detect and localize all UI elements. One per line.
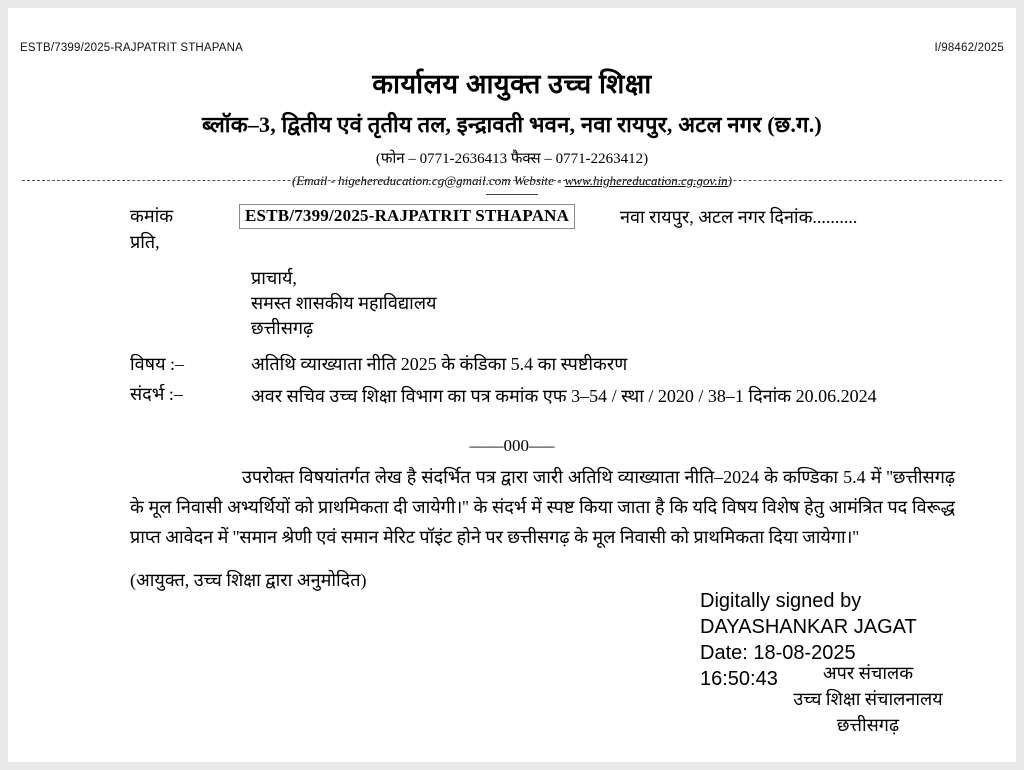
memo-number-label: कमांक [130,206,174,226]
subject-label: विषय :– [130,354,185,374]
recipient-line-1: प्राचार्य, [251,268,297,288]
header-right-reference: I/98462/2025 [934,42,1004,54]
reference-label: संदर्भ :– [130,384,183,404]
office-address: ब्लॉक–3, द्वितीय एवं तृतीय तल, इन्द्रावती भवन, नवा रायपुर, अटल नगर (छ.ग.) [202,112,822,137]
document-body [8,204,1016,735]
recipient-block [251,266,437,341]
recipient-line-3: छत्तीसगढ़ [251,318,314,338]
signature-line-4: 16:50:43 [700,668,778,690]
header-left-reference: ESTB/7399/2025-RAJPATRIT STHAPANA [20,42,244,54]
section-separator: ––––000––– [469,436,555,455]
office-title: कार्यालय आयुक्त उच्च शिक्षा [372,69,652,99]
designation-line-2: उच्च शिक्षा संचालनालय [793,689,943,709]
signatory-designation [768,660,968,738]
office-email-label: (Email - higehereducation.cg@gmail.com Website - [291,173,565,188]
approval-note: (आयुक्त, उच्च शिक्षा द्वारा अनुमोदित) [130,570,367,590]
subject-value: अतिथि व्याख्याता नीति 2025 के कंडिका 5.4 का स्पष्टीकरण [251,354,628,374]
designation-line-3: छत्तीसगढ़ [836,715,900,735]
document-header-refs [8,42,1016,54]
signature-line-2: DAYASHANKAR JAGAT [700,616,917,638]
memo-number-value: ESTB/7399/2025-RAJPATRIT STHAPANA [239,204,575,229]
header-divider [22,180,1002,181]
office-website-link[interactable]: www.highereducation.cg.gov.in [564,173,728,188]
header-subdivider [486,194,538,195]
reference-value: अवर सचिव उच्च शिक्षा विभाग का पत्र कमांक एफ 3–54 / स्था / 2020 / 38–1 दिनांक 20.06.2024 [251,386,877,406]
signature-line-1: Digitally signed by [700,590,862,612]
office-phone: (फोन – 0771-2636413 फैक्स – 0771-2263412) [375,151,649,167]
body-paragraph: उपरोक्त विषयांतर्गत लेख है संदर्भित पत्र द्वारा जारी अतिथि व्याख्याता नीति–2024 के कण्डिका 5.4 में ''छत्तीसगढ़ के मूल निवासी अभ्यर्थियों को प्राथमिकता दी जायेगी।'' के संदर्भ में स्पष्ट किया जाता है कि यदि विषय विशेष हेतु आमंत्रित पद विरूद्ध प्राप्त आवेदन में ''समान श्रेणी एवं समान मेरिट पॉइंट होने पर छत्तीसगढ़ के मूल निवासी को प्राथमिकता दिया जायेगा।'' [130,467,955,547]
memo-place-date: नवा रायपुर, अटल नगर दिनांक.......... [620,207,858,227]
office-contact-close: ) [727,173,733,188]
letterhead [8,64,1016,189]
office-contact [8,173,1016,189]
signature-line-3: Date: 18-08-2025 [700,642,856,664]
document-page [8,8,1016,762]
designation-line-1: अपर संचालक [822,663,914,683]
recipient-label: प्रति, [130,232,160,252]
recipient-line-2: समस्त शासकीय महाविद्यालय [251,293,437,313]
